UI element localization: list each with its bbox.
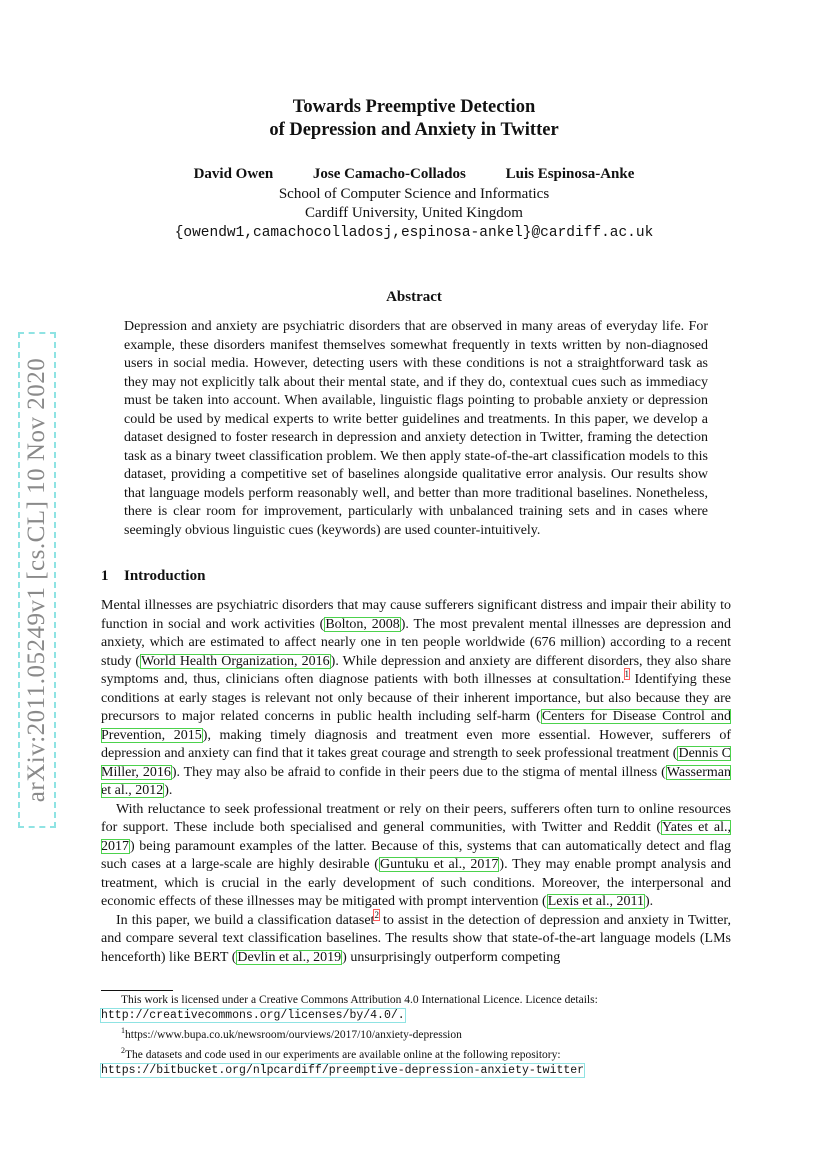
footnote-2-text: The datasets and code used in our experiments are available online at the following repository: <box>125 1048 561 1061</box>
footnote-2-mark: 2 <box>121 1045 125 1055</box>
text-run: ). The most prevalent mental illnesses are depression and anxiety, which are estimated to affect nearly one in ten people worldwide (676 million) according to a recent study ( <box>101 616 732 669</box>
author-emails: {owendw1,camachocolladosj,espinosa-ankel}@cardiff.ac.uk <box>174 224 654 241</box>
text-run: In this paper, we build a classification dataset <box>116 912 375 928</box>
abstract-text: Depression and anxiety are psychiatric disorders that are observed in many areas of everyday life. For example, these disorders manifest themselves somewhat frequently in texts written by non-diagnosed users in social media. However, detecting users with these conditions is not a straightforward task as they may not explicitly talk about their mental state, and if they do, contextual cues such as immediacy must be taken into account. When available, linguistic flags pointing to probable anxiety or depression could be used by medical experts to write better guidelines and treatments. In this paper, we develop a dataset designed to foster research in depression and anxiety detection in Twitter, framing the detection task as a binary tweet classification problem. We then apply state-of-the-art classification models to this dataset, providing a competitive set of baselines alongside qualitative error analysis. Our results show that language models perform reasonably well, and better than more traditional baselines. Nonetheless, there is clear room for improvement, particularly with unbalanced training sets and in cases where seemingly obvious linguistic cues (keywords) are used counter-intuitively. <box>124 319 708 538</box>
citation-link[interactable]: Wasserman et al., 2012 <box>101 764 731 798</box>
abstract-heading: Abstract <box>386 289 442 305</box>
text-run: With reluctance to seek professional treatment or rely on their peers, sufferers often turn to online resources for support. These include both specialised and general communities, with Twitter and Reddit ( <box>101 801 731 835</box>
title-line-2: of Depression and Anxiety in Twitter <box>269 120 559 140</box>
citation-link[interactable]: Yates et al., 2017 <box>101 820 731 854</box>
text-run: ), making timely diagnosis and treatment even more essential. However, sufferers of depression and anxiety can find that it takes great courage and strength to seek professional treatment ( <box>101 727 731 761</box>
license-url-link[interactable]: http://creativecommons.org/licenses/by/4.0/. <box>101 1009 405 1022</box>
text-run: ). While depression and anxiety are different disorders, they also share symptoms and, thus, clinicians often diagnose patients with both illnesses at consultation. <box>101 653 731 687</box>
university: Cardiff University, United Kingdom <box>305 205 523 221</box>
author-names <box>0 165 828 185</box>
citation-link[interactable]: Guntuku et al., 2017 <box>379 857 499 872</box>
arxiv-identifier-text: arXiv:2011.05249v1 [cs.CL] 10 Nov 2020 <box>23 357 50 803</box>
arxiv-identifier[interactable] <box>18 332 56 828</box>
license-url-line <box>101 1008 731 1023</box>
footnotes <box>101 990 731 1078</box>
paper-title <box>0 96 828 142</box>
section-number: 1 <box>101 568 109 584</box>
footnote-2 <box>101 1043 731 1063</box>
text-run: ). <box>164 783 173 798</box>
citation-link[interactable]: Bolton, 2008 <box>325 616 400 632</box>
title-line-1: Towards Preemptive Detection <box>292 97 536 117</box>
text-run: ). They may also be afraid to confide in their peers due to the stigma of mental illness ( <box>171 764 666 780</box>
text-run: ) unsurprisingly outperform competing <box>342 949 561 965</box>
author-name: Luis Espinosa-Anke <box>505 166 635 182</box>
citation-link[interactable]: Dennis C Miller, 2016 <box>101 746 732 780</box>
footnote-divider <box>101 990 173 991</box>
paragraph <box>101 909 732 968</box>
text-run: ). They may enable prompt analysis and treatment, which is crucial in the early development of such conditions. Moreover, the interpersonal and economic effects of these illnesses may be mitigated with prompt intervention ( <box>101 857 731 909</box>
footnote-1 <box>101 1023 731 1043</box>
repository-url-link[interactable]: https://bitbucket.org/nlpcardiff/preemptive-depression-anxiety-twitter <box>101 1063 585 1077</box>
paragraph <box>101 597 731 801</box>
footnote-link[interactable]: 2 <box>374 909 379 920</box>
author-block <box>0 165 828 243</box>
affiliation: School of Computer Science and Informatics <box>278 185 550 202</box>
text-run: Mental illnesses are psychiatric disorders that may cause sufferers significant distress and impair their ability to function in social and work activities ( <box>101 598 731 632</box>
section-title: Introduction <box>124 568 206 584</box>
citation-link[interactable]: World Health Organization, 2016 <box>141 653 330 669</box>
citation-link[interactable]: Centers for Disease Control and Prevention, 2015 <box>101 709 732 743</box>
repository-url-line <box>101 1063 731 1078</box>
footnote-1-text: https://www.bupa.co.uk/newsroom/ourviews/2017/10/anxiety-depression <box>125 1028 462 1041</box>
text-run: ). <box>644 894 654 909</box>
text-run: Identifying these conditions at early stages is relevant not only because of their inherent importance, but also because they are precursors to major related concerns in public health including self-harm ( <box>101 672 731 724</box>
citation-link[interactable]: Lexis et al., 2011 <box>547 894 644 909</box>
license-note: This work is licensed under a Creative Commons Attribution 4.0 International Licence. Licence details: <box>121 994 598 1006</box>
author-name: Jose Camacho-Collados <box>312 166 466 182</box>
footnote-link[interactable]: 1 <box>624 669 630 680</box>
footnote-1-mark: 1 <box>121 1026 125 1035</box>
author-name: David Owen <box>193 166 274 182</box>
text-run: to assist in the detection of depression and anxiety in Twitter, and compare several text classification baselines. The results show that state-of-the-art language models (LMs henceforth) like BERT ( <box>101 912 732 965</box>
paragraph <box>101 801 731 912</box>
text-run: ) being paramount examples of the latter. Because of this, systems that can automatically detect and flag such cases at a large-scale are highly desirable ( <box>101 838 731 872</box>
body-text <box>101 597 731 967</box>
section-heading <box>101 568 205 585</box>
citation-link[interactable]: Devlin et al., 2019 <box>237 949 342 965</box>
